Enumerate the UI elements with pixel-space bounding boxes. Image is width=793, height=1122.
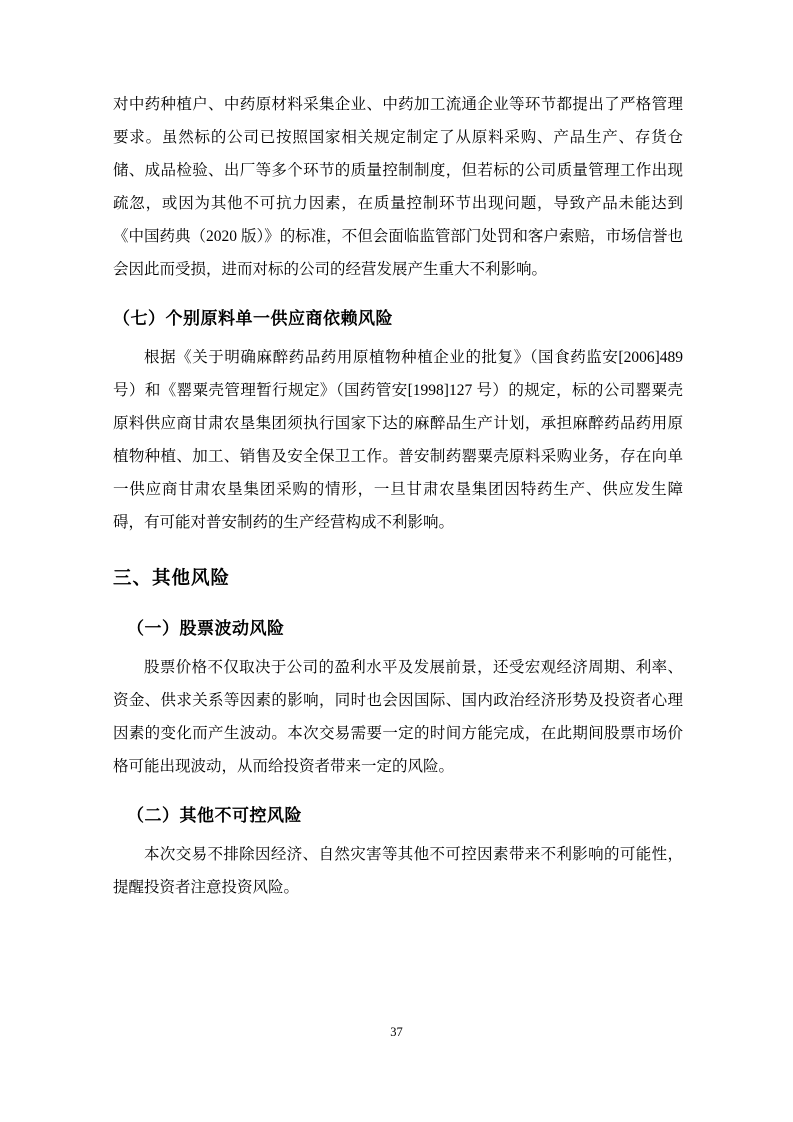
paragraph-quality-control: 对中药种植户、中药原材料采集企业、中药加工流通企业等环节都提出了严格管理要求。虽然标的公司已按照国家相关规定制定了从原料采购、产品生产、存货仓储、成品检验、出厂等多个环节的质量控制制度，但若标的公司质量管理工作出现疏忽，或因为其他不可抗力因素，在质量控制环节出现问题，导致产品未能达到《中国药典（2020 版）》的标准，不但会面临监管部门处罚和客户索赔，市场信誉也会因此而受损，进而对标的公司的经营发展产生重大不利影响。 xyxy=(113,96,683,278)
heading-uncontrollable-risk: （二）其他不可控风险 xyxy=(127,806,302,825)
paragraph-single-supplier-risk: 根据《关于明确麻醉药品药用原植物种植企业的批复》（国食药监安[2006]489 号）和《罂粟壳管理暂行规定》（国药管安[1998]127 号）的规定，标的公司罂粟壳原料供应商甘肃农垦集团须执行国家下达的麻醉品生产计划，承担麻醉药品药用原植物种植、加工、销售及安全保卫工作。普安制药罂粟壳原料采购业务，存在向单一供应商甘肃农垦集团采购的情形，一旦甘肃农垦集团因特药生产、供应发生障碍，有可能对普安制药的生产经营构成不利影响。 xyxy=(113,349,683,531)
heading-stock-volatility-risk: （一）股票波动风险 xyxy=(127,619,285,638)
paragraph-uncontrollable-risk: 本次交易不排除因经济、自然灾害等其他不可控因素带来不利影响的可能性，提醒投资者注意投资风险。 xyxy=(113,846,683,896)
heading-other-risks: 三、其他风险 xyxy=(113,569,231,589)
paragraph-stock-volatility-risk: 股票价格不仅取决于公司的盈利水平及发展前景，还受宏观经济周期、利率、资金、供求关系等因素的影响，同时也会因国际、国内政治经济形势及投资者心理因素的变化而产生波动。本次交易需要一定的时间方能完成，在此期间股票市场价格可能出现波动，从而给投资者带来一定的风险。 xyxy=(113,659,683,775)
page-number: 37 xyxy=(390,1025,403,1039)
page-content xyxy=(113,88,683,904)
heading-single-supplier-risk: （七）个别原料单一供应商依赖风险 xyxy=(113,309,393,328)
